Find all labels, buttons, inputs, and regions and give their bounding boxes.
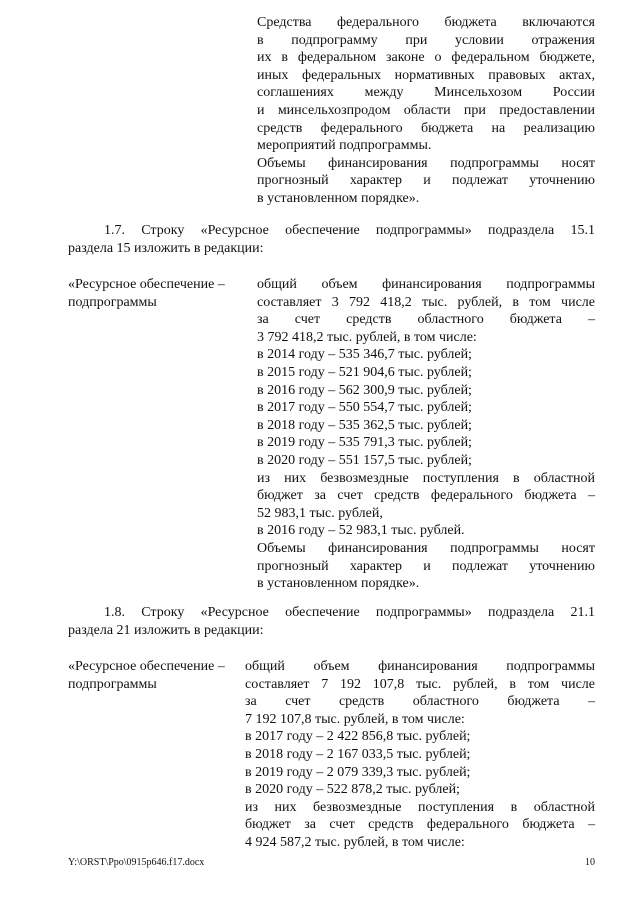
block1-line: Объемы финансирования подпрограммы носят [257, 155, 595, 171]
item-1-7-line2: раздела 15 изложить в редакции: [68, 240, 264, 256]
block2-line: 52 983,1 тыс. рублей, [257, 505, 383, 521]
block3-line: бюджет за счет средств федерального бюджета – [245, 817, 595, 833]
block2-line: 3 792 418,2 тыс. рублей, в том числе: [257, 329, 477, 345]
block2-line: Объемы финансирования подпрограммы носят [257, 540, 595, 556]
block3-line: общий объем финансирования подпрограммы [245, 659, 595, 674]
block3-line: за счет средств областного бюджета – [245, 694, 595, 710]
block1-line: в подпрограмму при условии отражения [257, 32, 595, 48]
block2-line: бюджет за счет средств федерального бюджета – [257, 488, 595, 504]
item-1-8-line2: раздела 21 изложить в редакции: [68, 622, 264, 638]
block3-text [245, 658, 595, 852]
block2-line: в 2016 году – 52 983,1 тыс. рублей. [257, 523, 465, 539]
block1-text [257, 14, 595, 208]
block1-line: их в федеральном законе о федеральном бюджете, [257, 50, 595, 66]
footer-page-number: 10 [585, 857, 595, 868]
footer-file-path: Y:\ORST\Ppo\0915p646.f17.docx [68, 857, 205, 868]
block1-line: Средства федерального бюджета включаются [257, 15, 595, 30]
block2-label-line1: «Ресурсное обеспечение – [68, 277, 225, 292]
block2-line: прогнозный характер и подлежат уточнению [257, 558, 595, 574]
block3-label-line1: «Ресурсное обеспечение – [68, 659, 225, 674]
block2-line: в 2019 году – 535 791,3 тыс. рублей; [257, 435, 472, 451]
block2-line: общий объем финансирования подпрограммы [257, 277, 595, 292]
block1-line: мероприятий подпрограммы. [257, 138, 432, 154]
block3-line: составляет 7 192 107,8 тыс. рублей, в том числе [245, 676, 595, 692]
block2-label-line2: подпрограммы [68, 294, 157, 310]
block3-line: в 2019 году – 2 079 339,3 тыс. рублей; [245, 764, 471, 780]
block3-label [68, 658, 248, 693]
block3-line: в 2018 году – 2 167 033,5 тыс. рублей; [245, 746, 471, 762]
page-footer [68, 857, 595, 868]
block1-line: средств федерального бюджета на реализацию [257, 120, 595, 136]
item-1-8-line1: 1.8. Строку «Ресурсное обеспечение подпрограммы» подраздела 21.1 [104, 605, 595, 620]
block2-line: из них безвозмездные поступления в областной [257, 470, 595, 486]
block1-line: прогнозный характер и подлежат уточнению [257, 173, 595, 189]
block2-line: в 2017 году – 550 554,7 тыс. рублей; [257, 400, 472, 416]
block1-line: и минсельхозпродом области при предоставлении [257, 102, 595, 118]
block3-line: в 2017 году – 2 422 856,8 тыс. рублей; [245, 729, 471, 745]
block3-line: из них безвозмездные поступления в областной [245, 799, 595, 815]
block2-line: в 2014 году – 535 346,7 тыс. рублей; [257, 347, 472, 363]
block2-text [257, 276, 595, 593]
block3-line: в 2020 году – 522 878,2 тыс. рублей; [245, 782, 460, 798]
block2-line: в 2020 году – 551 157,5 тыс. рублей; [257, 452, 472, 468]
block2-label [68, 276, 248, 311]
block2-line: в установленном порядке». [257, 576, 420, 592]
block2-line: в 2015 году – 521 904,6 тыс. рублей; [257, 364, 472, 380]
item-1-7-line1: 1.7. Строку «Ресурсное обеспечение подпрограммы» подраздела 15.1 [104, 223, 595, 238]
block1-line: соглашениях между Минсельхозом России [257, 85, 595, 101]
item-1-7-paragraph [68, 222, 595, 257]
block2-line: за счет средств областного бюджета – [257, 312, 595, 328]
block1-line: иных федеральных нормативных правовых актах, [257, 67, 595, 83]
block3-line: 4 924 587,2 тыс. рублей, в том числе: [245, 834, 465, 850]
block2-line: в 2018 году – 535 362,5 тыс. рублей; [257, 417, 472, 433]
block1-line: в установленном порядке». [257, 190, 420, 206]
block3-label-line2: подпрограммы [68, 676, 157, 692]
block2-line: в 2016 году – 562 300,9 тыс. рублей; [257, 382, 472, 398]
block2-line: составляет 3 792 418,2 тыс. рублей, в том числе [257, 294, 595, 310]
item-1-8-paragraph [68, 604, 595, 639]
block3-line: 7 192 107,8 тыс. рублей, в том числе: [245, 711, 465, 727]
